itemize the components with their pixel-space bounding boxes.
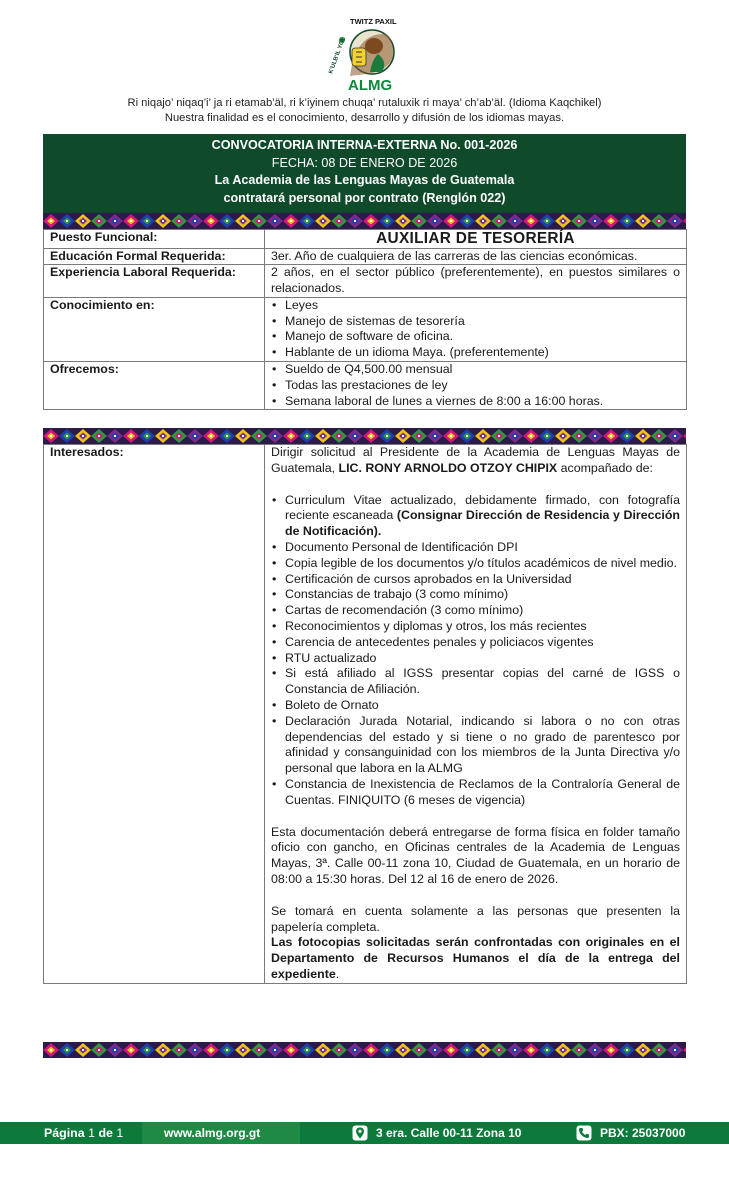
table-row [44,297,687,361]
page-indicator [0,1122,142,1144]
interesados-label: Interesados: [44,445,265,984]
list-item: • Cartas de recomendación (3 como mínimo) [271,603,680,619]
intro-text: Dirigir solicitud al Presidente de la Academia de Lenguas Mayas de Guatemala, [271,445,680,475]
educacion-value: 3er. Año de cualquiera de las carreras de las ciencias económicas. [265,248,687,265]
table-row [44,230,687,249]
cv-text: Curriculum Vitae actualizado, debidamente firmado, con fotografía reciente escaneada [285,492,680,523]
experiencia-label: Experiencia Laboral Requerida: [44,265,265,298]
list-item: • RTU actualizado [271,651,680,667]
convocatoria-date: FECHA: 08 DE ENERO DE 2026 [271,155,458,170]
mission-kaqchikel: Ri niqajo’ niqaq’i’ ja ri etamab’äl, ri k’iyinem chuqa’ rutaluxik ri maya’ ch’ab’äl. (Idioma Kaqchikel) [127,97,602,109]
ofrecemos-value [265,362,687,410]
mission-spanish: Nuestra finalidad es el conocimiento, desarrollo y difusión de los idiomas mayas. [164,111,565,124]
photocopies-period: . [335,966,340,981]
page-total: 1 [116,1126,124,1140]
table-row [44,445,687,984]
list-item [271,493,680,540]
puesto-label: Puesto Funcional: [44,230,265,249]
list-item: • Semana laboral de lunes a viernes de 8:00 a 16:00 horas. [271,394,680,410]
mayan-textile-band [43,428,686,444]
page-footer [0,1122,729,1144]
interesados-value [265,445,687,984]
job-title: AUXILIAR DE TESORERÍA [376,230,575,247]
mayan-textile-band [43,213,686,229]
page-label: Página [44,1126,85,1140]
ofrecemos-list [271,362,680,409]
delivery-instructions: Esta documentación deberá entregarse de forma física en folder tamaño oficio con gancho, en Oficinas centrales de la Academia de Lenguas Mayas, 3ª. Calle 00-11 zona 10, Ciudad de Guatemala, en un horario de 08:00 a 15:30 horas. Del 12 al 16 de enero de 2026. [271,824,680,886]
interesados-intro [271,445,680,477]
address [300,1122,562,1144]
list-item: • Documento Personal de Identificación DPI [271,540,680,556]
educacion-label: Educación Formal Requerida: [44,248,265,265]
list-item: • Certificación de cursos aprobados en la Universidad [271,572,680,588]
list-item: • Boleto de Ornato [271,698,680,714]
phone [562,1122,729,1144]
list-item: • Manejo de sistemas de tesorería [271,314,680,330]
list-item: • Copia legible de los documentos y/o títulos académicos de nivel medio. [271,556,680,572]
conocimiento-label: Conocimiento en: [44,297,265,361]
logo-top-text: TWITZ PAXIL [350,17,397,26]
experiencia-value: 2 años, en el sector público (preferentemente), en puestos similares o relacionados. [265,265,687,298]
location-pin-icon [352,1125,368,1141]
mission-statement [40,96,689,125]
address-text: 3 era. Calle 00-11 Zona 10 [376,1126,522,1140]
list-item: • Leyes [271,298,680,314]
job-details-table [43,229,687,410]
photocopies-text: Las fotocopias solicitadas serán confrontadas con originales en el Departamento de Recursos Humanos el día de la entrega del expediente [271,935,680,981]
list-item: • Manejo de software de oficina. [271,329,680,345]
requirements-list [271,493,680,809]
cv-note: (Consignar Dirección de Residencia y Dirección de Notificación). [285,508,680,539]
ofrecemos-label: Ofrecemos: [44,362,265,410]
list-item: • Declaración Jurada Notarial, indicando si labora o no con otras dependencias del estado y si tiene o no grado de parentesco por afinidad y consanguinidad con los miembros de la Junta Directiva y/o personal que labora en la ALMG [271,714,680,777]
list-item: • Si está afiliado al IGSS presentar copias del carné de IGSS o Constancia de Afiliación. [271,666,680,698]
list-item: • Todas las prestaciones de ley [271,378,680,394]
page-of: de [98,1126,113,1140]
table-row [44,265,687,298]
photocopies-note [271,935,680,982]
list-item: • Reconocimientos y diplomas y otros, los más recientes [271,619,680,635]
table-row [44,248,687,265]
list-item: • Hablante de un idioma Maya. (preferentemente) [271,345,680,361]
conocimiento-value [265,297,687,361]
phone-text: PBX: 25037000 [600,1126,686,1140]
convocatoria-header [43,134,686,213]
website-link[interactable]: www.almg.org.gt [142,1122,300,1144]
list-item: • Carencia de antecedentes penales y policiacos vigentes [271,635,680,651]
almg-logo [326,12,406,94]
header-contract: contratará personal por contrato (Renglón 022) [223,190,506,205]
list-item: • Constancia de Inexistencia de Reclamos de la Contraloría General de Cuentas. FINIQUITO (6 meses de vigencia) [271,777,680,809]
phone-icon [576,1125,592,1141]
header-academy: La Academia de las Lenguas Mayas de Guatemala [214,173,515,188]
president-name: LIC. RONY ARNOLDO OTZOY CHIPIX [338,460,558,475]
mayan-textile-band [43,1042,686,1058]
page-current: 1 [88,1126,95,1140]
intro-end: acompañado de: [557,460,653,475]
table-row [44,362,687,410]
list-item: • Constancias de trabajo (3 como mínimo) [271,587,680,603]
convocatoria-number: CONVOCATORIA INTERNA-EXTERNA No. 001-2026 [211,138,518,152]
conocimiento-list [271,298,680,361]
logo-name: ALMG [348,77,393,94]
complete-papers-note: Se tomará en cuenta solamente a las personas que presenten la papelería completa. [271,903,680,934]
puesto-value [265,230,687,249]
list-item: • Sueldo de Q4,500.00 mensual [271,362,680,378]
logo-left-text: K'ULB'IL YOL [328,36,348,75]
interesados-table [43,444,687,984]
